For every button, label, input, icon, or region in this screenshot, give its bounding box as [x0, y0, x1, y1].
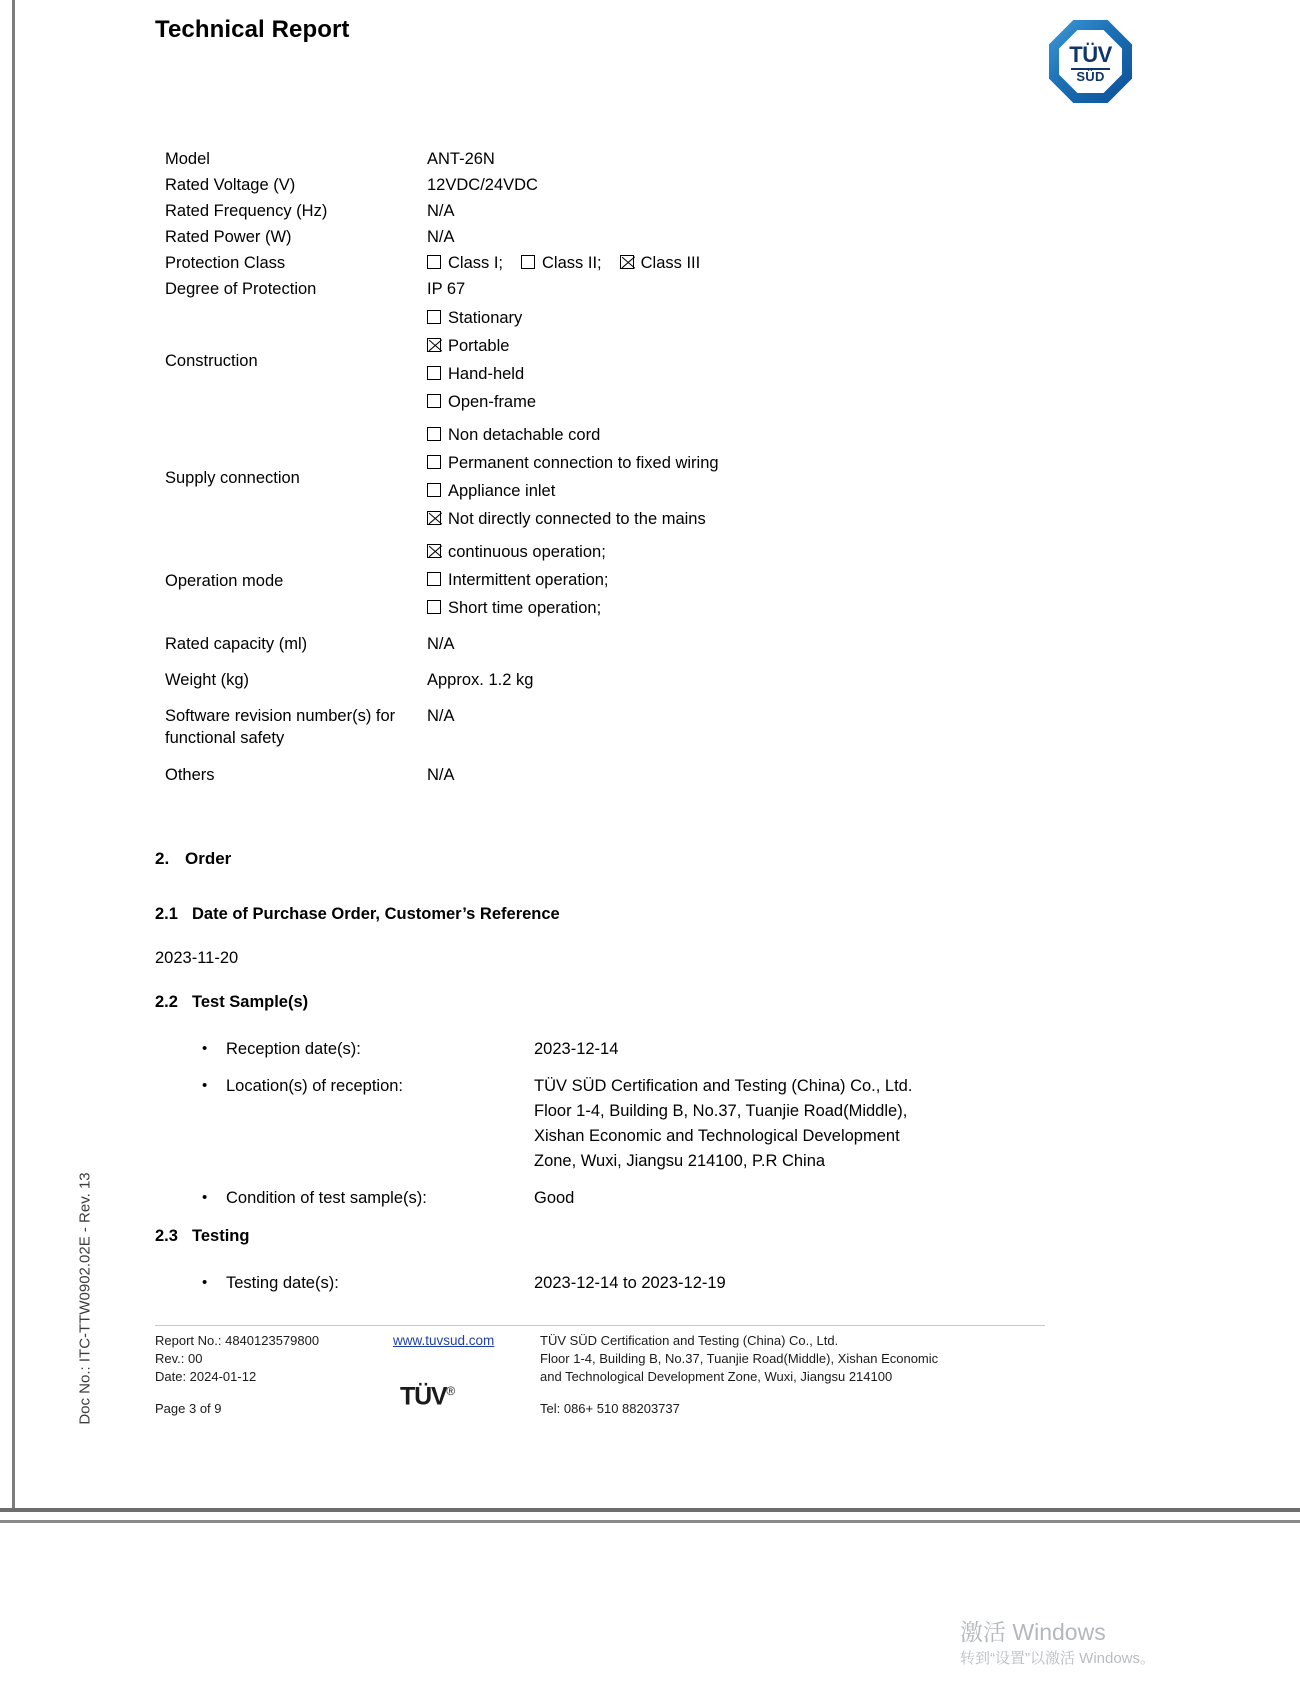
section-heading-testing — [155, 1227, 249, 1246]
spec-value: N/A — [427, 635, 455, 653]
list-item — [190, 1271, 1070, 1296]
value-line: Floor 1-4, Building B, No.37, Tuanjie Road(Middle), — [534, 1102, 908, 1120]
checkbox-label: Short time operation; — [448, 599, 602, 617]
spec-row-construction — [165, 301, 1065, 418]
checkbox-icon[interactable] — [427, 455, 441, 469]
checkbox-option-permanent-connection[interactable] — [427, 449, 1065, 477]
spec-row-operation-mode — [165, 535, 1065, 624]
checkbox-icon[interactable] — [427, 394, 441, 408]
checkbox-label: Hand-held — [448, 365, 525, 383]
section-heading-test-samples — [155, 993, 308, 1012]
spec-value: N/A — [427, 766, 455, 784]
checkbox-icon[interactable] — [427, 600, 441, 614]
watermark-title: 激活 Windows — [960, 1619, 1106, 1645]
testing-list — [190, 1271, 1070, 1308]
spec-label: Rated capacity (ml) — [165, 635, 308, 653]
registered-trademark-icon: ® — [446, 1384, 455, 1398]
checkbox-icon[interactable] — [427, 310, 441, 324]
checkbox-label: continuous operation; — [448, 543, 606, 561]
checkbox-icon[interactable] — [427, 427, 441, 441]
list-item-value — [534, 1037, 1070, 1062]
specification-table — [165, 145, 1065, 787]
list-item-value — [534, 1271, 1070, 1296]
section-title: Test Sample(s) — [192, 993, 309, 1011]
checkbox-option-continuous-operation[interactable] — [427, 538, 1065, 566]
checkbox-option-hand-held[interactable] — [427, 360, 1065, 388]
checkbox-checked-icon[interactable] — [427, 338, 441, 352]
spec-value: IP 67 — [427, 280, 466, 298]
footer-divider — [155, 1325, 1045, 1326]
value-line: 2023-12-14 — [534, 1040, 619, 1058]
section-heading-purchase-order — [155, 905, 560, 924]
footer-company-info — [540, 1332, 1060, 1386]
checkbox-option-intermittent-operation[interactable] — [427, 566, 1065, 594]
list-item-term: Condition of test sample(s): — [226, 1189, 427, 1207]
spec-row-degree-of-protection — [165, 275, 1065, 301]
spec-value — [427, 301, 1065, 416]
footer-company-name: TÜV SÜD Certification and Testing (China) Co., Ltd. — [540, 1333, 839, 1348]
value-line: Xishan Economic and Technological Development — [534, 1127, 900, 1145]
footer-rev: Rev.: 00 — [155, 1351, 203, 1366]
logo-tuv-text: TÜV — [1069, 42, 1112, 67]
checkbox-option-class-i[interactable] — [427, 252, 503, 275]
checkbox-option-class-ii[interactable] — [521, 252, 602, 275]
checkbox-label: Open-frame — [448, 393, 537, 411]
checkbox-option-portable[interactable] — [427, 332, 1065, 360]
checkbox-label: Intermittent operation; — [448, 571, 609, 589]
page-border-left — [12, 0, 15, 1512]
list-item-term: Location(s) of reception: — [226, 1077, 404, 1095]
spec-value — [427, 249, 1065, 275]
list-item — [190, 1186, 1070, 1211]
value-line: Good — [534, 1189, 575, 1207]
spec-row-weight — [165, 666, 1065, 692]
footer-telephone: Tel: 086+ 510 88203737 — [540, 1401, 680, 1416]
footer-report-info — [155, 1332, 385, 1386]
checkbox-option-open-frame[interactable] — [427, 388, 1065, 416]
spec-row-supply-connection — [165, 418, 1065, 535]
document-number-sidebar: Doc No.: ITC-TTW0902.02E - Rev. 13 — [76, 1172, 94, 1425]
checkbox-option-non-detachable-cord[interactable] — [427, 421, 1065, 449]
checkbox-option-short-time-operation[interactable] — [427, 594, 1065, 622]
checkbox-checked-icon[interactable] — [620, 255, 634, 269]
spec-row-rated-voltage — [165, 171, 1065, 197]
section-title: Order — [185, 849, 232, 868]
windows-activation-watermark — [960, 1617, 1290, 1671]
list-item-value — [534, 1186, 1070, 1211]
spec-value: 12VDC/24VDC — [427, 176, 538, 194]
list-item-term: Reception date(s): — [226, 1040, 361, 1058]
spec-row-model — [165, 145, 1065, 171]
checkbox-icon[interactable] — [521, 255, 535, 269]
section-title: Testing — [192, 1227, 250, 1245]
checkbox-icon[interactable] — [427, 366, 441, 380]
spec-label: Degree of Protection — [165, 280, 317, 298]
checkbox-option-stationary[interactable] — [427, 304, 1065, 332]
checkbox-option-not-directly-connected[interactable] — [427, 505, 1065, 533]
bullet-icon: • — [202, 1040, 208, 1057]
section-number: 2. — [155, 849, 170, 868]
checkbox-label: Appliance inlet — [448, 482, 556, 500]
footer-date: Date: 2024-01-12 — [155, 1369, 257, 1384]
checkbox-label: Class III — [640, 254, 701, 272]
spec-row-rated-power — [165, 223, 1065, 249]
checkbox-option-appliance-inlet[interactable] — [427, 477, 1065, 505]
value-line: TÜV SÜD Certification and Testing (China) Co., Ltd. — [534, 1077, 913, 1095]
spec-row-protection-class — [165, 249, 1065, 275]
bullet-icon: • — [202, 1274, 208, 1291]
spec-label: Construction — [165, 351, 258, 370]
checkbox-checked-icon[interactable] — [427, 511, 441, 525]
spec-row-others — [165, 761, 1065, 787]
tuv-sud-logo-icon — [1049, 20, 1132, 103]
value-line: 2023-12-14 to 2023-12-19 — [534, 1274, 726, 1292]
spec-value: Approx. 1.2 kg — [427, 671, 534, 689]
section-number: 2.2 — [155, 993, 178, 1011]
list-item — [190, 1074, 1070, 1174]
section-heading-order — [155, 849, 231, 869]
checkbox-label: Class I; — [448, 254, 504, 272]
spec-label: Software revision number(s) for functional safety — [165, 707, 396, 747]
footer-report-no: Report No.: 4840123579800 — [155, 1333, 320, 1348]
spec-label: Rated Voltage (V) — [165, 176, 296, 194]
footer-address-line-2: and Technological Development Zone, Wuxi, Jiangsu 214100 — [540, 1369, 893, 1384]
spec-row-rated-capacity — [165, 630, 1065, 656]
checkbox-icon[interactable] — [427, 572, 441, 586]
test-sample-list — [190, 1037, 1070, 1223]
spec-value: N/A — [427, 228, 455, 246]
section-number: 2.3 — [155, 1227, 178, 1245]
spec-value — [427, 535, 1065, 622]
checkbox-label: Portable — [448, 337, 510, 355]
bullet-icon: • — [202, 1077, 208, 1094]
list-item-term: Testing date(s): — [226, 1274, 339, 1292]
spec-label: Rated Frequency (Hz) — [165, 202, 328, 220]
spec-value — [427, 418, 1065, 533]
page-title: Technical Report — [155, 16, 350, 43]
checkbox-checked-icon[interactable] — [427, 544, 441, 558]
page-border-bottom — [0, 1508, 1300, 1512]
spec-label: Others — [165, 766, 215, 784]
spec-label: Supply connection — [165, 468, 300, 487]
checkbox-icon[interactable] — [427, 255, 441, 269]
footer-tuv-text: TÜV — [400, 1382, 447, 1411]
value-line: Zone, Wuxi, Jiangsu 214100, P.R China — [534, 1152, 826, 1170]
logo-sud-text: SÜD — [1076, 69, 1105, 84]
spec-label: Rated Power (W) — [165, 228, 292, 246]
section-title: Date of Purchase Order, Customer’s Reference — [192, 905, 560, 923]
spec-label: Model — [165, 150, 210, 168]
spec-label: Weight (kg) — [165, 671, 250, 689]
checkbox-label: Permanent connection to fixed wiring — [448, 454, 719, 472]
list-item — [190, 1037, 1070, 1062]
footer-tuv-mark-icon — [400, 1382, 455, 1411]
checkbox-label: Stationary — [448, 309, 523, 327]
spec-value: N/A — [427, 707, 455, 725]
checkbox-icon[interactable] — [427, 483, 441, 497]
footer-page-number: Page 3 of 9 — [155, 1401, 222, 1416]
spec-row-rated-frequency — [165, 197, 1065, 223]
spec-value: ANT-26N — [427, 150, 495, 168]
spec-label: Protection Class — [165, 254, 286, 272]
spec-label: Operation mode — [165, 571, 284, 590]
checkbox-option-class-iii[interactable] — [620, 252, 701, 275]
tuvsud-website-link[interactable]: www.tuvsud.com — [393, 1333, 495, 1348]
section-number: 2.1 — [155, 905, 178, 923]
checkbox-label: Non detachable cord — [448, 426, 601, 444]
footer-address-line-1: Floor 1-4, Building B, No.37, Tuanjie Road(Middle), Xishan Economic — [540, 1351, 939, 1366]
bullet-icon: • — [202, 1189, 208, 1206]
watermark-subtitle: 转到“设置”以激活 Windows。 — [960, 1650, 1156, 1667]
spec-row-software-revision — [165, 702, 1065, 749]
purchase-order-date: 2023-11-20 — [155, 949, 239, 967]
page-border-bottom-secondary — [0, 1520, 1300, 1523]
checkbox-label: Not directly connected to the mains — [448, 510, 706, 528]
spec-value: N/A — [427, 202, 455, 220]
list-item-value — [534, 1074, 1070, 1174]
checkbox-label: Class II; — [542, 254, 602, 272]
